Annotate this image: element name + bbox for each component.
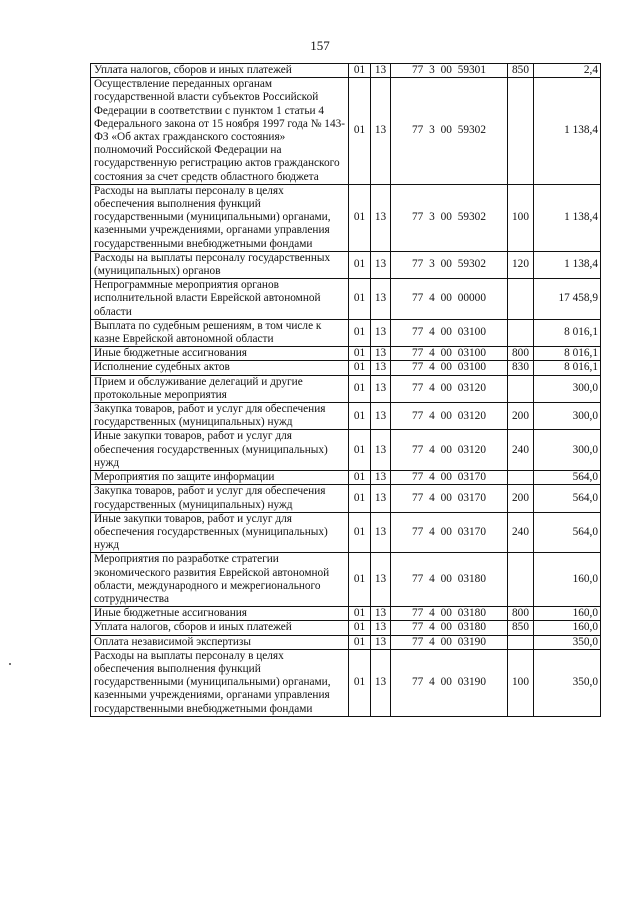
subsection-code: 13: [371, 485, 391, 512]
section-code: 01: [349, 621, 371, 635]
target-article-code: 77 3 00 59302: [391, 184, 508, 251]
scan-speck: [9, 663, 11, 665]
target-article-code: 77 3 00 59302: [391, 78, 508, 185]
expense-name: Иные закупки товаров, работ и услуг для обеспечения государственных (муниципальных) нужд: [91, 512, 349, 553]
table-row: [91, 607, 601, 621]
amount: 350,0: [534, 635, 601, 649]
expense-name: Закупка товаров, работ и услуг для обеспечения государственных (муниципальных) нужд: [91, 485, 349, 512]
target-article-code: 77 3 00 59301: [391, 64, 508, 78]
expense-type-code: 850: [508, 64, 534, 78]
amount: 350,0: [534, 649, 601, 716]
section-code: 01: [349, 512, 371, 553]
section-code: 01: [349, 649, 371, 716]
expense-type-code: [508, 553, 534, 607]
amount: 160,0: [534, 607, 601, 621]
amount: 564,0: [534, 512, 601, 553]
expense-type-code: 120: [508, 251, 534, 278]
table-row: [91, 184, 601, 251]
subsection-code: 13: [371, 375, 391, 402]
subsection-code: 13: [371, 607, 391, 621]
section-code: 01: [349, 485, 371, 512]
section-code: 01: [349, 184, 371, 251]
section-code: 01: [349, 403, 371, 430]
expense-name: Закупка товаров, работ и услуг для обеспечения государственных (муниципальных) нужд: [91, 403, 349, 430]
expense-name: Оплата независимой экспертизы: [91, 635, 349, 649]
expense-name: Иные бюджетные ассигнования: [91, 347, 349, 361]
subsection-code: 13: [371, 64, 391, 78]
table-row: [91, 78, 601, 185]
amount: 1 138,4: [534, 78, 601, 185]
section-code: 01: [349, 78, 371, 185]
amount: 2,4: [534, 64, 601, 78]
amount: 1 138,4: [534, 184, 601, 251]
expense-name: Уплата налогов, сборов и иных платежей: [91, 621, 349, 635]
section-code: 01: [349, 635, 371, 649]
subsection-code: 13: [371, 78, 391, 185]
table-row: [91, 471, 601, 485]
section-code: 01: [349, 361, 371, 375]
expense-type-code: [508, 78, 534, 185]
target-article-code: 77 4 00 03100: [391, 347, 508, 361]
expense-type-code: 240: [508, 430, 534, 471]
amount: 8 016,1: [534, 347, 601, 361]
budget-table-body: [91, 64, 601, 717]
target-article-code: 77 3 00 59302: [391, 251, 508, 278]
subsection-code: 13: [371, 553, 391, 607]
subsection-code: 13: [371, 279, 391, 320]
subsection-code: 13: [371, 471, 391, 485]
expense-type-code: [508, 319, 534, 346]
table-row: [91, 347, 601, 361]
table-row: [91, 430, 601, 471]
table-row: [91, 251, 601, 278]
subsection-code: 13: [371, 403, 391, 430]
subsection-code: 13: [371, 251, 391, 278]
expense-name: Уплата налогов, сборов и иных платежей: [91, 64, 349, 78]
section-code: 01: [349, 251, 371, 278]
target-article-code: 77 4 00 03170: [391, 471, 508, 485]
table-row: [91, 403, 601, 430]
expense-type-code: [508, 279, 534, 320]
expense-name: Непрограммные мероприятия органов исполнительной власти Еврейской автономной области: [91, 279, 349, 320]
target-article-code: 77 4 00 03190: [391, 649, 508, 716]
target-article-code: 77 4 00 03120: [391, 403, 508, 430]
amount: 160,0: [534, 621, 601, 635]
expense-type-code: [508, 375, 534, 402]
table-row: [91, 319, 601, 346]
target-article-code: 77 4 00 00000: [391, 279, 508, 320]
table-row: [91, 621, 601, 635]
expense-type-code: 240: [508, 512, 534, 553]
amount: 1 138,4: [534, 251, 601, 278]
expense-type-code: 100: [508, 184, 534, 251]
subsection-code: 13: [371, 635, 391, 649]
section-code: 01: [349, 553, 371, 607]
table-row: [91, 512, 601, 553]
section-code: 01: [349, 607, 371, 621]
section-code: 01: [349, 279, 371, 320]
expense-name: Исполнение судебных актов: [91, 361, 349, 375]
budget-table: [90, 63, 601, 717]
expense-type-code: 800: [508, 347, 534, 361]
subsection-code: 13: [371, 649, 391, 716]
page-number: 157: [310, 38, 330, 53]
table-row: [91, 553, 601, 607]
amount: 160,0: [534, 553, 601, 607]
expense-type-code: 200: [508, 403, 534, 430]
expense-name: Мероприятия по защите информации: [91, 471, 349, 485]
target-article-code: 77 4 00 03100: [391, 361, 508, 375]
expense-type-code: 100: [508, 649, 534, 716]
table-row: [91, 64, 601, 78]
expense-type-code: 200: [508, 485, 534, 512]
subsection-code: 13: [371, 184, 391, 251]
section-code: 01: [349, 375, 371, 402]
expense-name: Расходы на выплаты персоналу государственных (муниципальных) органов: [91, 251, 349, 278]
expense-name: Иные закупки товаров, работ и услуг для обеспечения государственных (муниципальных) нужд: [91, 430, 349, 471]
expense-name: Иные бюджетные ассигнования: [91, 607, 349, 621]
expense-type-code: 800: [508, 607, 534, 621]
amount: 300,0: [534, 403, 601, 430]
section-code: 01: [349, 64, 371, 78]
section-code: 01: [349, 347, 371, 361]
section-code: 01: [349, 319, 371, 346]
target-article-code: 77 4 00 03100: [391, 319, 508, 346]
table-row: [91, 375, 601, 402]
target-article-code: 77 4 00 03120: [391, 375, 508, 402]
amount: 17 458,9: [534, 279, 601, 320]
target-article-code: 77 4 00 03170: [391, 485, 508, 512]
target-article-code: 77 4 00 03180: [391, 607, 508, 621]
amount: 300,0: [534, 430, 601, 471]
expense-name: Выплата по судебным решениям, в том числе к казне Еврейской автономной области: [91, 319, 349, 346]
target-article-code: 77 4 00 03170: [391, 512, 508, 553]
expense-name: Мероприятия по разработке стратегии экономического развития Еврейской автономной области, международного и межрегионального сотрудничества: [91, 553, 349, 607]
subsection-code: 13: [371, 319, 391, 346]
subsection-code: 13: [371, 361, 391, 375]
table-row: [91, 279, 601, 320]
subsection-code: 13: [371, 512, 391, 553]
table-row: [91, 635, 601, 649]
table-row: [91, 649, 601, 716]
amount: 300,0: [534, 375, 601, 402]
target-article-code: 77 4 00 03180: [391, 553, 508, 607]
target-article-code: 77 4 00 03190: [391, 635, 508, 649]
expense-name: Расходы на выплаты персоналу в целях обеспечения выполнения функций государственными (муниципальными) органами, казенными учреждениями, органами управления государственными внебюджетными фондами: [91, 184, 349, 251]
amount: 8 016,1: [534, 361, 601, 375]
subsection-code: 13: [371, 347, 391, 361]
amount: 564,0: [534, 471, 601, 485]
expense-type-code: 830: [508, 361, 534, 375]
expense-name: Прием и обслуживание делегаций и другие протокольные мероприятия: [91, 375, 349, 402]
amount: 564,0: [534, 485, 601, 512]
subsection-code: 13: [371, 430, 391, 471]
amount: 8 016,1: [534, 319, 601, 346]
expense-name: Расходы на выплаты персоналу в целях обеспечения выполнения функций государственными (муниципальными) органами, казенными учреждениями, органами управления государственными внебюджетными фондами: [91, 649, 349, 716]
expense-type-code: [508, 471, 534, 485]
expense-type-code: 850: [508, 621, 534, 635]
section-code: 01: [349, 471, 371, 485]
expense-name: Осуществление переданных органам государственной власти субъектов Российской Федерации в соответствии с пунктом 1 статьи 4 Федерального закона от 15 ноября 1997 года № 143-ФЗ «Об актах гражданского состояния» полномочий Российской Федерации на государственную регистрацию актов гражданского состояния за счет средств областного бюджета: [91, 78, 349, 185]
target-article-code: 77 4 00 03120: [391, 430, 508, 471]
expense-type-code: [508, 635, 534, 649]
table-row: [91, 361, 601, 375]
table-row: [91, 485, 601, 512]
subsection-code: 13: [371, 621, 391, 635]
section-code: 01: [349, 430, 371, 471]
target-article-code: 77 4 00 03180: [391, 621, 508, 635]
